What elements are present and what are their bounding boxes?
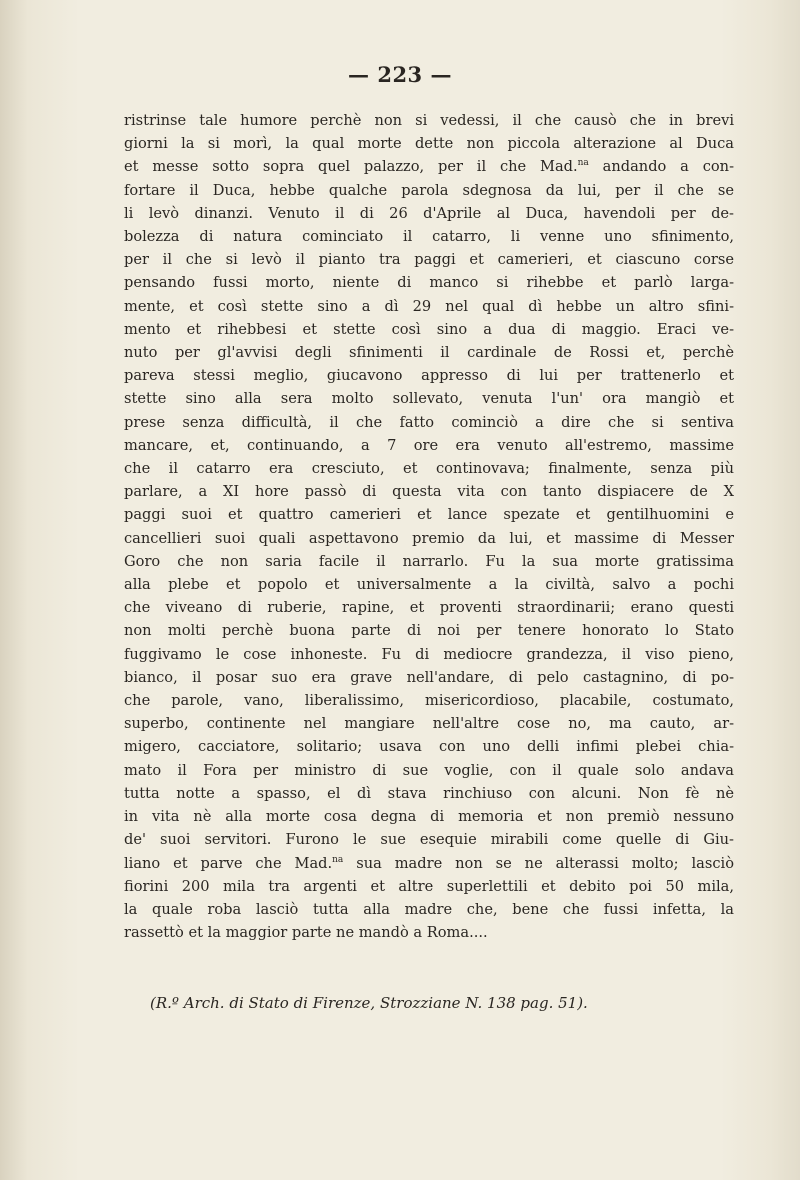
text-line: fiorini 200 mila tra argenti et altre superlettili et debito poi 50 mila, (124, 877, 734, 895)
body-text (124, 109, 734, 944)
text-line: bianco, il posar suo era grave nell'andare, di pelo castagnino, di po- (124, 668, 734, 686)
text-line: ristrinse tale humore perchè non si vedessi, il che causò che in brevi (124, 112, 734, 129)
text-line: mento et rihebbesi et stette così sino a dua di maggio. Eraci ve- (124, 320, 734, 338)
text-line: mente, et così stette sino a dì 29 nel qual dì hebbe un altro sfini- (124, 297, 734, 315)
text-line: prese senza difficultà, il che fatto cominciò a dire che si sentiva (124, 413, 734, 431)
text-line: parlare, a XI hore passò di questa vita con tanto dispiacere de X (124, 483, 734, 501)
text-line: li levò dinanzi. Venuto il di 26 d'Aprile al Duca, havendoli per de- (124, 204, 734, 222)
text-line: cancellieri suoi quali aspettavono premio da lui, et massime di Messer (124, 529, 734, 547)
text-line: fuggivamo le cose inhoneste. Fu di mediocre grandezza, il viso pieno, (124, 645, 734, 663)
text-line: giorni la si morì, la qual morte dette non piccola alterazione al Duca (124, 135, 734, 153)
text-line: in vita nè alla morte cosa degna di memoria et non premiò nessuno (124, 808, 734, 826)
text-line: pensando fussi morto, niente di manco si rihebbe et parlò larga- (124, 274, 734, 292)
text-line: de' suoi servitori. Furono le sue esequie mirabili come quelle di Giu- (124, 831, 734, 849)
source-citation: (R.º Arch. di Stato di Firenze, Strozziane N. 138 pag. 51). (150, 994, 588, 1012)
text-line: alla plebe et popolo et universalmente a la civiltà, salvo a pochi (124, 576, 734, 594)
text-line: tutta notte a spasso, el dì stava rinchiuso con alcuni. Non fè nè (124, 784, 734, 802)
text-line: superbo, continente nel mangiare nell'altre cose no, ma cauto, ar- (124, 715, 734, 733)
text-line: che il catarro era cresciuto, et continovava; finalmente, senza più (124, 460, 734, 478)
text-line: paggi suoi et quattro camerieri et lance spezate et gentilhuomini e (124, 506, 734, 524)
page-number: — 223 — (348, 62, 452, 87)
text-line: bolezza di natura cominciato il catarro, li venne uno sfinimento, (124, 228, 734, 246)
text-line: mato il Fora per ministro di sue voglie, con il quale solo andava (124, 761, 734, 779)
text-line: nuto per gl'avvisi degli sfinimenti il cardinale de Rossi et, perchè (124, 344, 734, 362)
text-line: pareva stessi meglio, giucavono appresso di lui per trattenerlo et (124, 367, 734, 385)
text-line: fortare il Duca, hebbe qualche parola sdegnosa da lui, per il che se (124, 181, 734, 199)
text-line: liano et parve che Mad.$^{na}$ sua madre non se ne alterassi molto; lasciò (124, 854, 734, 872)
text-line: che parole, vano, liberalissimo, misericordioso, placabile, costumato, (124, 692, 734, 710)
text-line: per il che si levò il pianto tra paggi et camerieri, et ciascuno corse (124, 251, 734, 269)
text-line: rassettò et la maggior parte ne mandò a Roma.... (124, 924, 488, 942)
text-line: migero, cacciatore, solitario; usava con uno delli infimi plebei chia- (124, 738, 734, 756)
text-line: et messe sotto sopra quel palazzo, per il che Mad.$^{na}$ andando a con- (124, 158, 734, 176)
text-line: la quale roba lasciò tutta alla madre che, bene che fussi infetta, la (124, 900, 734, 918)
text-line: Goro che non saria facile il narrarlo. Fu la sua morte gratissima (124, 552, 734, 570)
text-line: che viveano di ruberie, rapine, et proventi straordinarii; erano questi (124, 599, 734, 617)
text-line: non molti perchè buona parte di noi per tenere honorato lo Stato (124, 622, 734, 640)
text-line: mancare, et, continuando, a 7 ore era venuto all'estremo, massime (124, 436, 734, 454)
text-line: stette sino alla sera molto sollevato, venuta l'un' ora mangiò et (124, 390, 734, 408)
